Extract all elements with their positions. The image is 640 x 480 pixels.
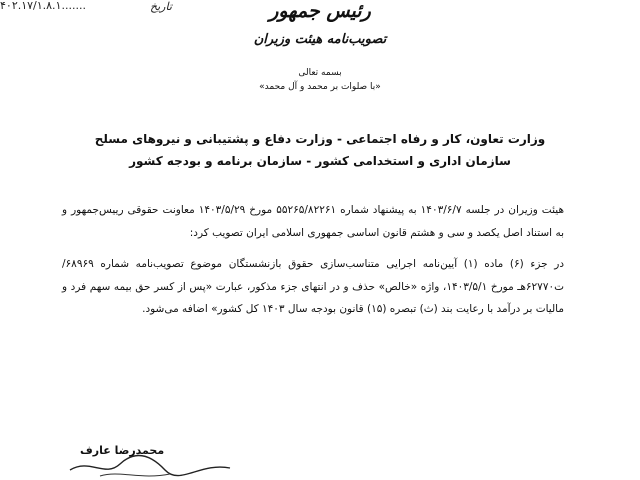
recipients-block: [80, 128, 560, 172]
signature-block: [60, 440, 250, 480]
document-number: ۴۰۲.۱۷/۱.۸.۱.......: [0, 0, 86, 12]
basmala: بسمه تعالی: [298, 68, 342, 78]
date-label: تاریخ: [150, 0, 172, 13]
recipient-line: وزارت تعاون، کار و رفاه اجتماعی - وزارت دفاع و پشتیبانی و نیروهای مسلح: [94, 132, 546, 146]
signatory-name: محمدرضا عارف: [80, 444, 165, 457]
body-paragraph: در جزء (۶) ماده (۱) آیین‌نامه اجرایی متناسب‌سازی حقوق بازنشستگان موضوع تصویب‌نامه شماره ۶۸۹۶۹/ت۶۲۷۷۰هـ مورخ ۱۴۰۳/۵/۱، واژه «خالص» حذف و در انتهای جزء مذکور، عبارت «پس از کسر حق بیمه سهم فرد و مالیات بر درآمد با رعایت بند (ث) تبصره (۱۵) قانون بودجه سال ۱۴۰۳ کل کشور» اضافه می‌شود.: [62, 258, 565, 315]
salavat: «با صلوات بر محمد و آل محمد»: [259, 82, 381, 92]
issuer-title: رئیس جمهور: [269, 0, 371, 22]
recipient-line: سازمان اداری و استخدامی کشور - سازمان برنامه و بودجه کشور: [129, 154, 511, 168]
decree-body: [62, 199, 578, 321]
body-paragraph: هیئت وزیران در جلسه ۱۴۰۳/۶/۷ به پیشنهاد شماره ۵۵۲۶۵/۸۲۲۶۱ مورخ ۱۴۰۳/۵/۲۹ معاونت حقوقی رییس‌جمهور و به استناد اصل یکصد و سی و هشتم قانون اساسی جمهوری اسلامی ایران تصویب کرد:: [62, 204, 564, 239]
decree-subtitle: تصویب‌نامه هیئت وزیران: [253, 32, 387, 47]
